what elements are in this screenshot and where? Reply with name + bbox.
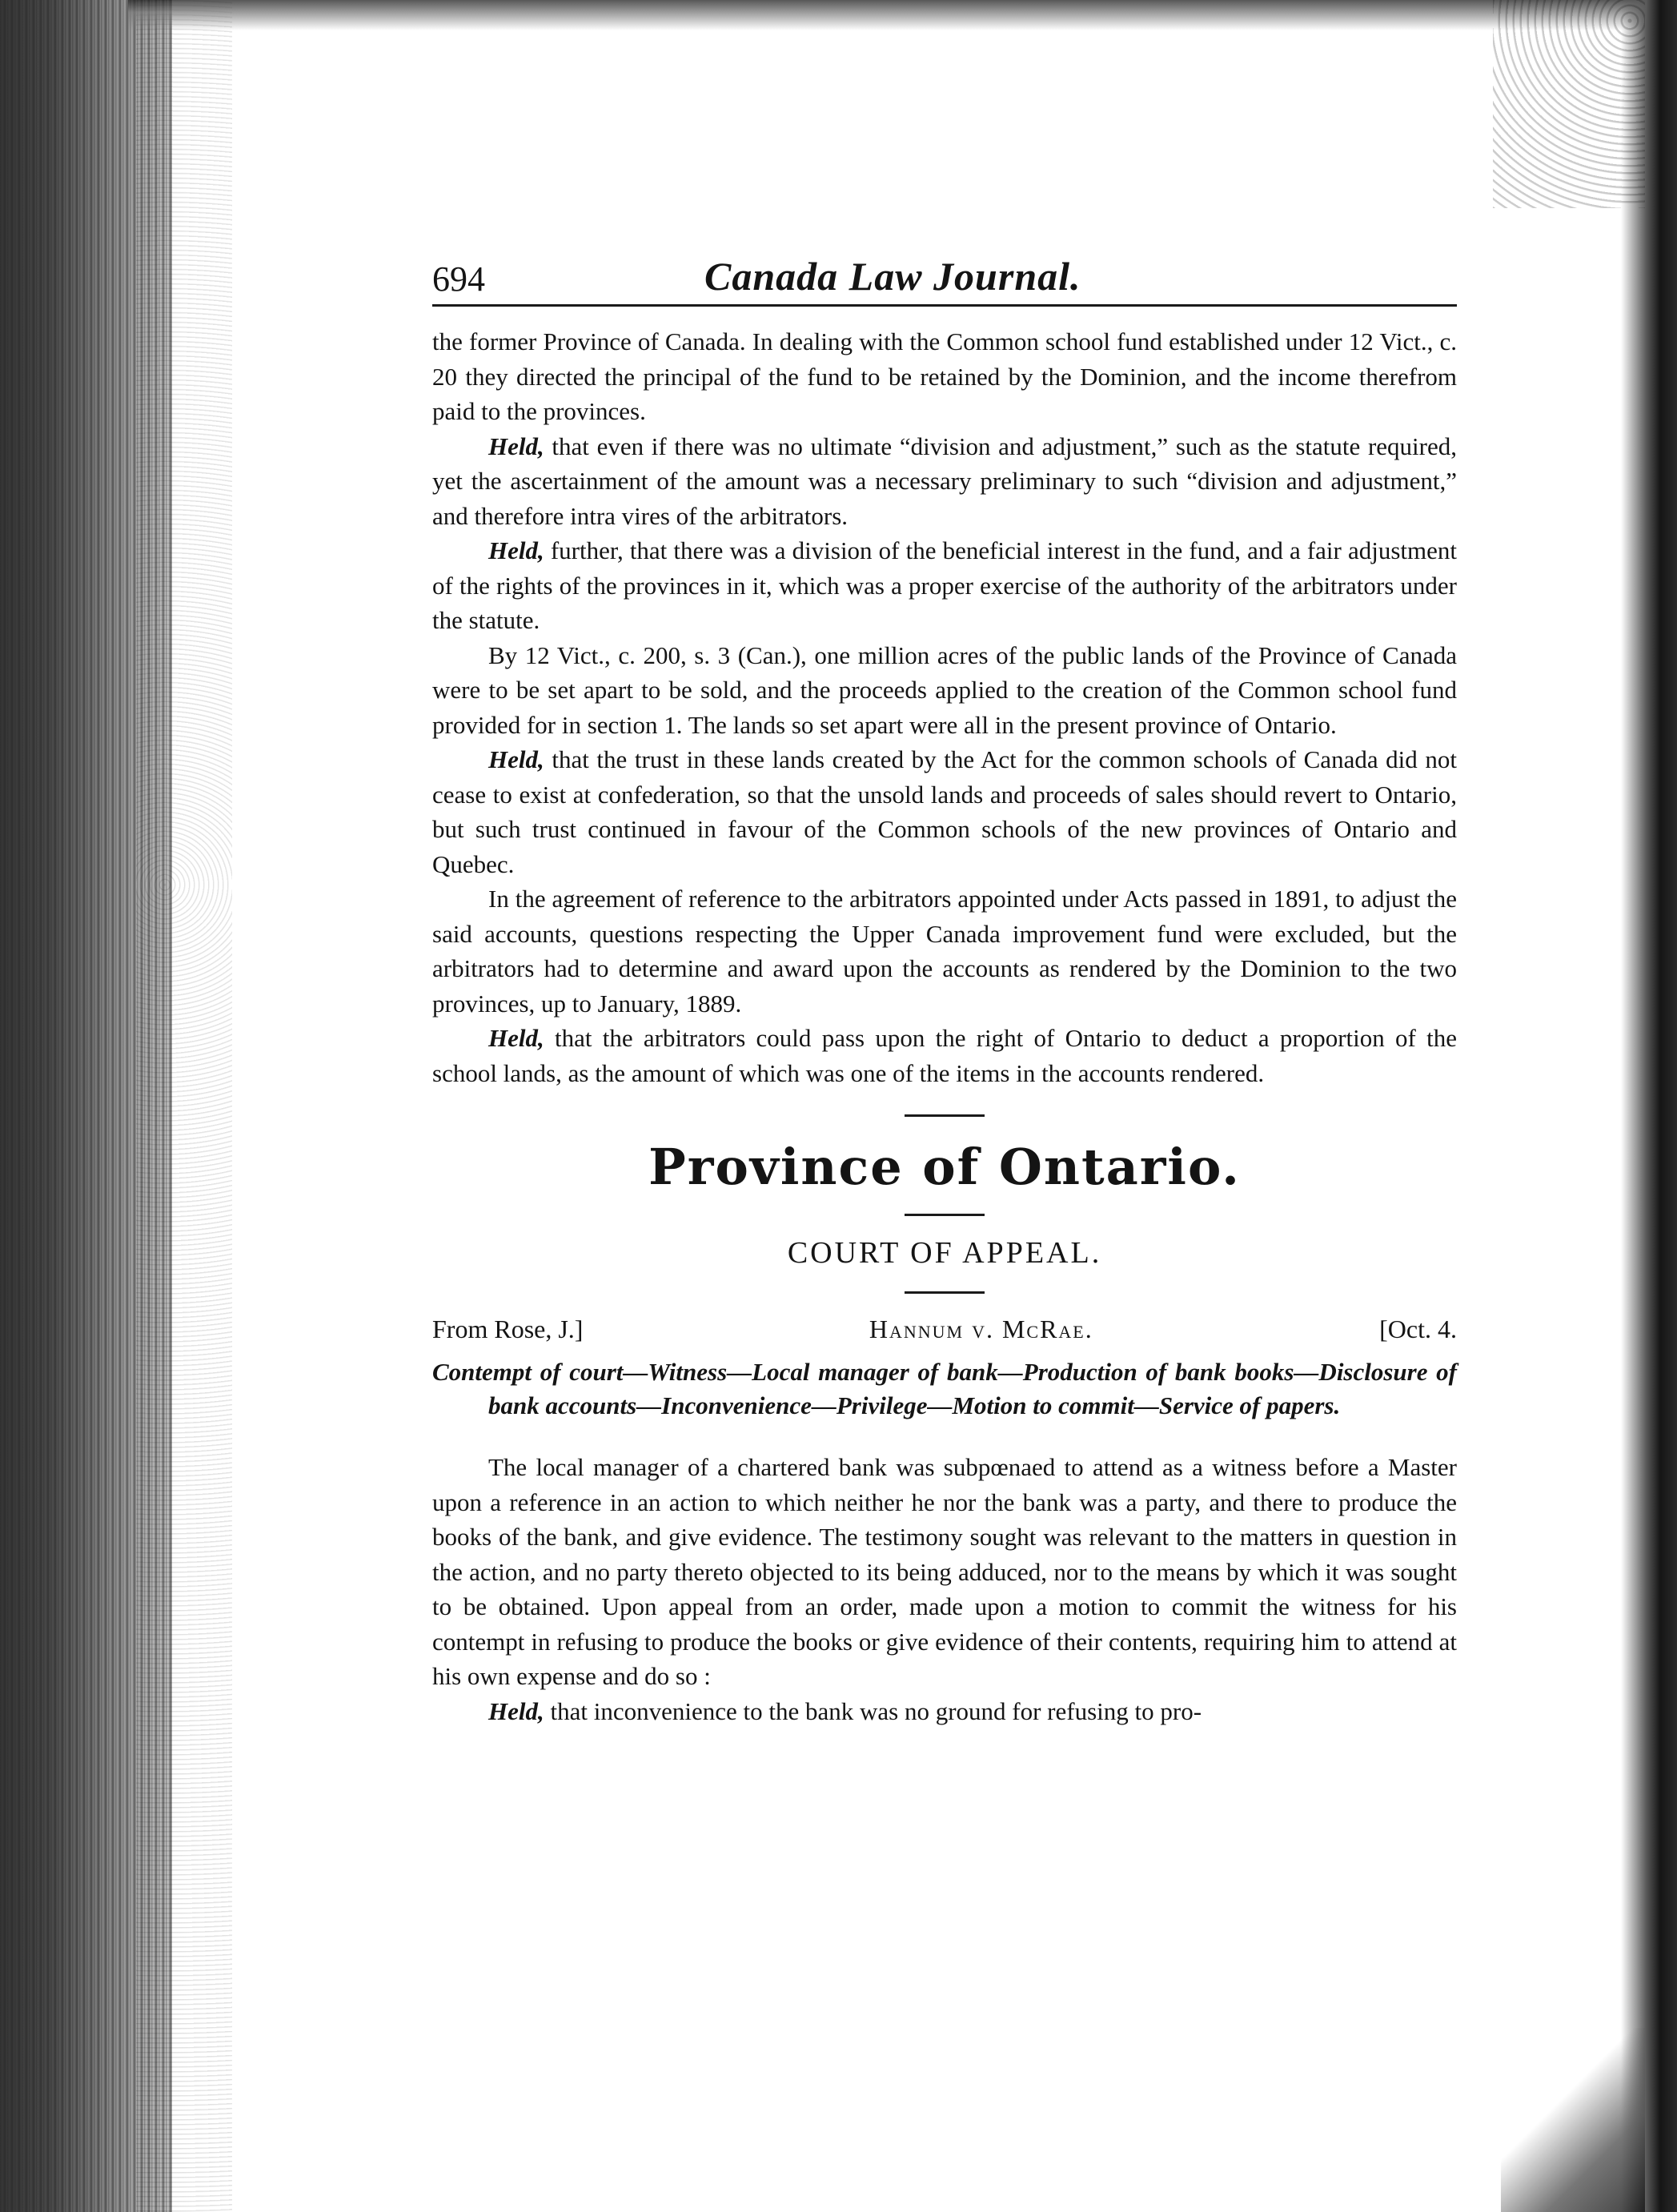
opening-text: [432, 324, 1457, 1090]
scan-corner-top-right: [1493, 0, 1645, 208]
case-name: Hannum v. McRae.: [869, 1315, 1093, 1343]
headnote: Contempt of court—Witness—Local manager of bank—Production of bank books—Disclosure of bank accounts—Inconvenience—Privilege—Motion to commit—Service of papers.: [432, 1358, 1457, 1419]
paragraph: The local manager of a chartered bank was subpœnaed to attend as a witness before a Master upon a reference in an action to which neither he nor the bank was a party, and there to produce the books of the bank, and give evidence. The testimony sought was relevant to the matters in question in the action, and no party thereto objected to its being adduced, nor to the means by which it was sought to be obtained. Upon appeal from an order, made upon a motion to commit the witness for his contempt in refusing to produce the books or give evidence of their contents, requiring him to attend at his own expense and do so :: [432, 1453, 1457, 1690]
court-heading: COURT OF APPEAL.: [787, 1236, 1102, 1270]
paragraph: Held, further, that there was a division of the beneficial interest in the fund, and a fair adjustment of the rights of the provinces in it, which was a proper exercise of the authority of the arbitrators under the statute.: [432, 536, 1457, 634]
held-label: Held,: [488, 536, 544, 564]
section-divider: [905, 1291, 985, 1294]
section-title: Province of Ontario.: [648, 1138, 1241, 1196]
case-caption: [432, 1315, 1457, 1344]
page-number: 694: [432, 259, 485, 299]
held-label: Held,: [488, 745, 544, 773]
journal-page: [432, 248, 1457, 1728]
paragraph: the former Province of Canada. In dealing with the Common school fund established under 12 Vict., c. 20 they directed the principal of the fund to be retained by the Dominion, and the income therefrom paid to the provinces.: [432, 327, 1457, 425]
section-divider: [905, 1214, 985, 1216]
journal-title: Canada Law Journal.: [704, 254, 1081, 299]
scan-speckle: [136, 0, 232, 2212]
paragraph: Held, that even if there was no ultimate “division and adjustment,” such as the statute required, yet the ascertainment of the amount was a necessary preliminary to such “division and adjustment,” and therefore intra vires of the arbitrators.: [432, 432, 1457, 530]
case-from: From Rose, J.]: [432, 1315, 584, 1343]
running-header: [432, 248, 1457, 307]
scan-top-edge: [128, 0, 1677, 30]
paragraph: Held, that inconvenience to the bank was no ground for refusing to pro-: [488, 1696, 1202, 1725]
paragraph: Held, that the arbitrators could pass upon the right of Ontario to deduct a proportion of the school lands, as the amount of which was one of the items in the accounts rendered.: [432, 1024, 1457, 1087]
case-text: [432, 1450, 1457, 1728]
paragraph: In the agreement of reference to the arbitrators appointed under Acts passed in 1891, to adjust the said accounts, questions respecting the Upper Canada improvement fund were excluded, but the arbitrators had to determine and award upon the accounts as rendered by the Dominion to the two provinces, up to January, 1889.: [432, 885, 1457, 1018]
paragraph: Held, that the trust in these lands created by the Act for the common schools of Canada did not cease to exist at confederation, so that the unsold lands and proceeds of sales should revert to Ontario, but such trust continued in favour of the Common schools of the new provinces of Ontario and Quebec.: [432, 745, 1457, 878]
section-divider: [905, 1114, 985, 1117]
held-label: Held,: [488, 1696, 544, 1725]
paragraph: By 12 Vict., c. 200, s. 3 (Can.), one million acres of the public lands of the Province of Canada were to be set apart to be sold, and the proceeds applied to the creation of the Common school fund provided for in section 1. The lands so set apart were all in the present province of Ontario.: [432, 640, 1457, 739]
case-date: [Oct. 4.: [1379, 1315, 1457, 1343]
held-label: Held,: [488, 432, 544, 460]
scan-corner-bottom-right: [1501, 2028, 1645, 2212]
held-label: Held,: [488, 1024, 544, 1052]
scan-right-edge: [1621, 0, 1677, 2212]
